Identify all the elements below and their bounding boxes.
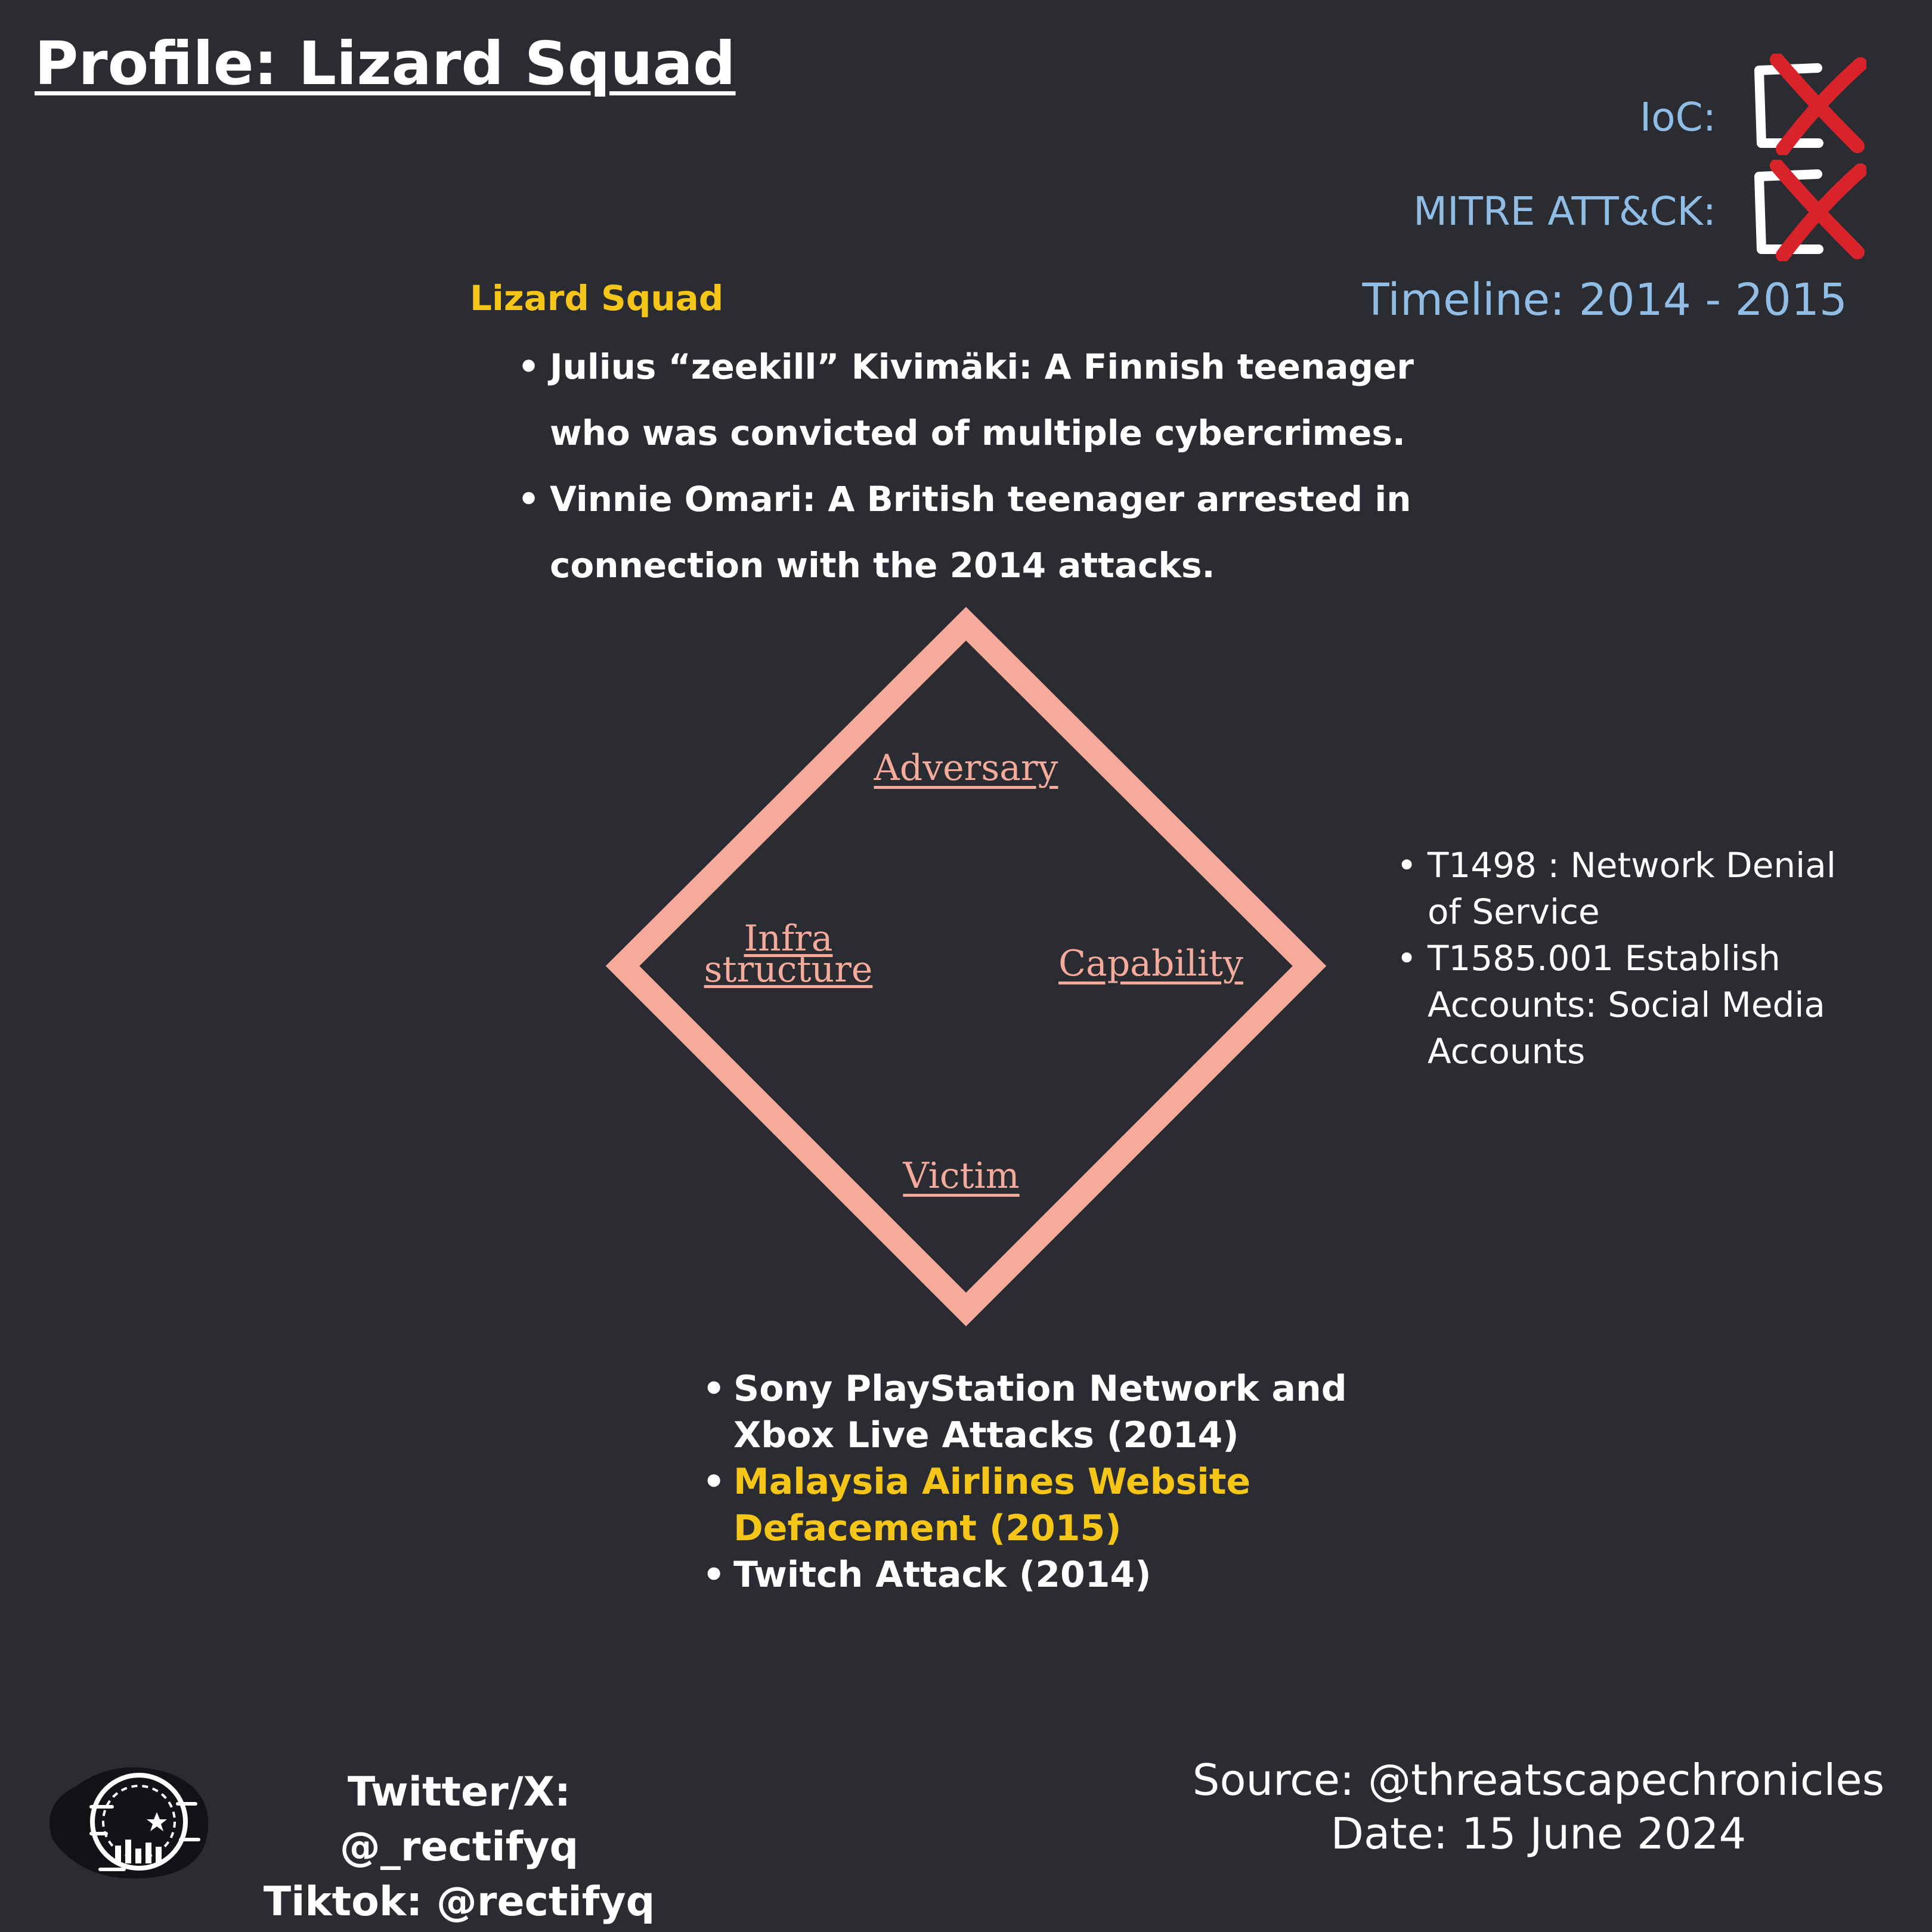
tiktok-handle: Tiktok: @rectifyq <box>263 1878 655 1925</box>
victim-item: • Twitch Attack (2014) <box>699 1552 1414 1598</box>
timeline: Timeline: 2014 - 2015 <box>1362 274 1847 326</box>
publish-date: Date: 15 June 2024 <box>1330 1809 1747 1859</box>
mitre-label: MITRE ATT&CK: <box>1413 188 1716 234</box>
diamond-victim-label: Victim <box>903 1155 1020 1197</box>
rectifyq-logo-icon <box>35 1750 225 1887</box>
diamond-adversary-label: Adversary <box>874 747 1058 789</box>
source-info <box>1181 1753 1896 1860</box>
source-credit: Source: @threatscapechronicles <box>1192 1755 1885 1805</box>
social-handles <box>227 1765 692 1930</box>
victims-list <box>699 1366 1414 1598</box>
capability-item: • T1585.001 Establish Accounts: Social Media Accounts <box>1393 935 1846 1075</box>
twitter-handle: Twitter/X: @_rectifyq <box>339 1769 579 1871</box>
ioc-label: IoC: <box>1639 94 1716 140</box>
infrastructure-line2: structure <box>704 949 873 990</box>
adversary-group-name: Lizard Squad <box>470 278 724 318</box>
infrastructure-line1: Infra <box>744 918 833 959</box>
member-item: • Julius “zeekill” Kivimäki: A Finnish teenager who was convicted of multiple cybercrimes. <box>513 334 1479 466</box>
diamond-infrastructure-label <box>669 918 908 990</box>
capability-item: • T1498 : Network Denial of Service <box>1393 842 1846 935</box>
capabilities-list <box>1393 842 1846 1075</box>
member-item: • Vinnie Omari: A British teenager arrested in connection with the 2014 attacks. <box>513 466 1479 599</box>
victim-item: • Sony PlayStation Network and Xbox Live Attacks (2014) <box>699 1366 1414 1459</box>
victim-item: • Malaysia Airlines Website Defacement (2015) <box>699 1459 1414 1552</box>
diamond-capability-label: Capability <box>1058 943 1243 984</box>
page-title: Profile: Lizard Squad <box>35 29 736 98</box>
